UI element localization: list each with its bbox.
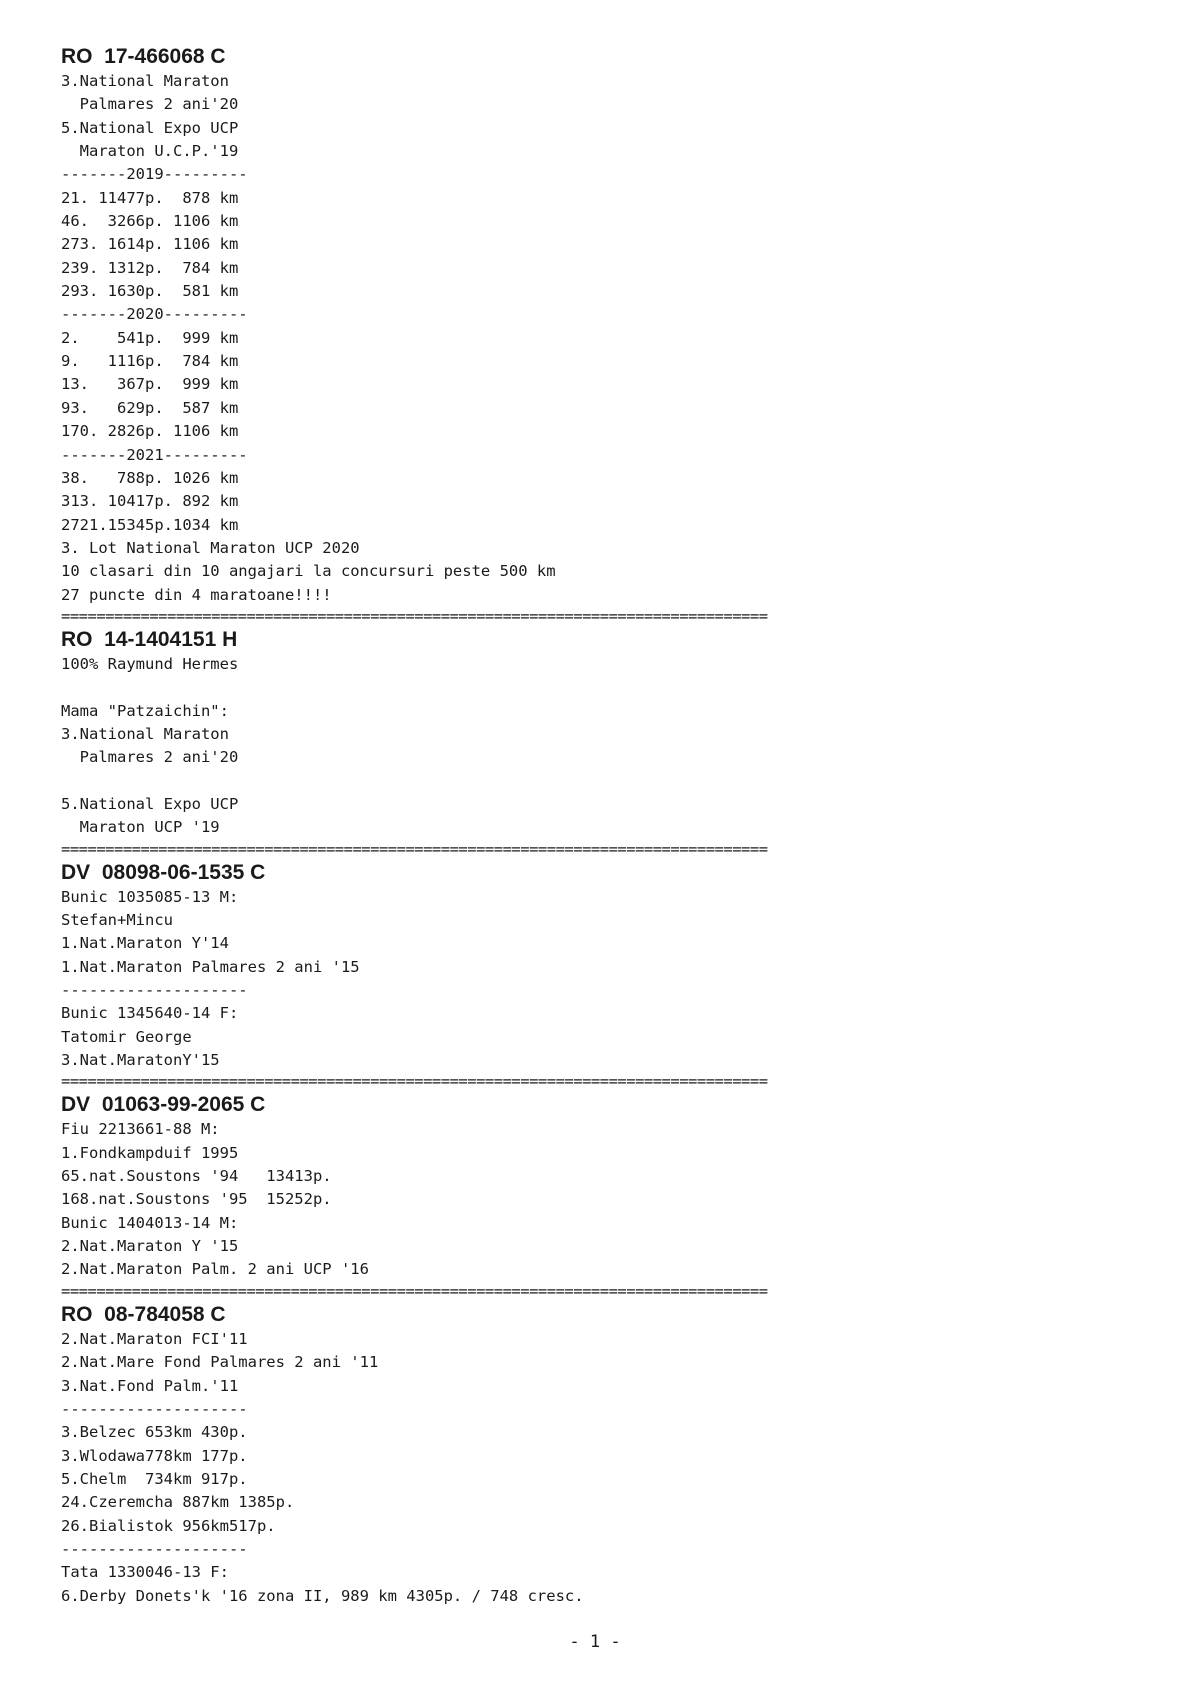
entry-text <box>61 1118 1141 1281</box>
entry-text <box>61 70 1141 607</box>
document-page <box>61 44 1141 1608</box>
text-line <box>61 770 1141 793</box>
text-line: Maraton U.C.P.'19 <box>61 142 239 161</box>
text-line: 100% Raymund Hermes <box>61 654 239 673</box>
text-line: 38. 788p. 1026 km <box>61 468 239 487</box>
text-line: Bunic 1345640-14 F: <box>61 1004 239 1023</box>
page-number: - 1 - <box>569 1632 621 1652</box>
text-line: -------------------- <box>61 981 248 1000</box>
text-line: Bunic 1404013-14 M: <box>61 1213 239 1232</box>
text-line: 46. 3266p. 1106 km <box>61 212 239 231</box>
text-line: 5.Chelm 734km 917p. <box>61 1469 248 1488</box>
text-line: 1.Fondkampduif 1995 <box>61 1143 239 1162</box>
text-line: Stefan+Mincu <box>61 911 173 929</box>
text-line: 3.Nat.Fond Palm.'11 <box>61 1376 239 1395</box>
text-line: 3. Lot National Maraton UCP 2020 <box>61 538 360 557</box>
text-line: 9. 1116p. 784 km <box>61 352 239 371</box>
text-line: 3.Belzec 653km 430p. <box>61 1423 248 1442</box>
section-separator: ================================================================================ <box>61 608 768 623</box>
pedigree-entry <box>61 627 1141 856</box>
pedigree-entry <box>61 1302 1141 1608</box>
text-line: 3.Nat.MaratonY'15 <box>61 1051 220 1070</box>
text-line: 21. 11477p. 878 km <box>61 188 239 207</box>
text-line: 273. 1614p. 1106 km <box>61 235 239 254</box>
text-line: 5.National Expo UCP <box>61 118 239 137</box>
text-line: 313. 10417p. 892 km <box>61 492 239 511</box>
text-line: Tatomir George <box>61 1027 192 1046</box>
text-line: 3.National Maraton <box>61 724 229 743</box>
ring-number-heading: DV 01063-99-2065 C <box>61 1093 266 1117</box>
text-line: 2.Nat.Maraton Y '15 <box>61 1237 239 1256</box>
text-line: 13. 367p. 999 km <box>61 375 239 394</box>
text-line: 2.Nat.Maraton Palm. 2 ani UCP '16 <box>61 1260 369 1279</box>
pedigree-entry <box>61 1092 1141 1297</box>
text-line: 293. 1630p. 581 km <box>61 282 239 301</box>
text-line: 6.Derby Donets'k '16 zona II, 989 km 4305p. / 748 cresc. <box>61 1586 584 1605</box>
pedigree-entry <box>61 860 1141 1089</box>
text-line: 2. 541p. 999 km <box>61 328 239 347</box>
text-line: -------------------- <box>61 1399 248 1418</box>
section-separator: ================================================================================ <box>61 1283 768 1298</box>
entry-text <box>61 653 1141 840</box>
ring-number-heading: RO 14-1404151 H <box>61 627 238 651</box>
text-line: 65.nat.Soustons '94 13413p. <box>61 1167 332 1186</box>
entry-text <box>61 1328 1141 1608</box>
entry-text <box>61 886 1141 1073</box>
section-separator: ================================================================================ <box>61 1074 768 1089</box>
text-line: 2.Nat.Maraton FCI'11 <box>61 1329 248 1348</box>
text-line: -------------------- <box>61 1539 248 1558</box>
text-line: -------2021--------- <box>61 445 248 464</box>
ring-number-heading: RO 17-466068 C <box>61 45 226 68</box>
text-line: 2721.15345p.1034 km <box>61 515 239 534</box>
pedigree-entry <box>61 44 1141 623</box>
text-line: 27 puncte din 4 maratoane!!!! <box>61 585 332 604</box>
text-line: 93. 629p. 587 km <box>61 398 239 417</box>
text-line: Fiu 2213661-88 M: <box>61 1120 220 1139</box>
text-line: 1.Nat.Maraton Palmares 2 ani '15 <box>61 957 360 976</box>
text-line: 3.National Maraton <box>61 72 229 90</box>
text-line: Bunic 1035085-13 M: <box>61 887 239 906</box>
text-line: Mama "Patzaichin": <box>61 701 229 720</box>
text-line: 3.Wlodawa778km 177p. <box>61 1446 248 1465</box>
text-line: 2.Nat.Mare Fond Palmares 2 ani '11 <box>61 1353 379 1372</box>
text-line: 239. 1312p. 784 km <box>61 258 239 277</box>
text-line: 24.Czeremcha 887km 1385p. <box>61 1493 295 1512</box>
text-line: -------2020--------- <box>61 305 248 324</box>
text-line: 170. 2826p. 1106 km <box>61 422 239 441</box>
section-separator: ================================================================================ <box>61 841 768 856</box>
text-line: Palmares 2 ani'20 <box>61 95 239 114</box>
text-line: -------2019--------- <box>61 165 248 184</box>
text-line: 1.Nat.Maraton Y'14 <box>61 934 229 953</box>
text-line: 26.Bialistok 956km517p. <box>61 1516 276 1535</box>
text-line: 10 clasari din 10 angajari la concursuri peste 500 km <box>61 562 556 581</box>
ring-number-heading: DV 08098-06-1535 C <box>61 860 266 884</box>
text-line: 5.National Expo UCP <box>61 794 239 813</box>
text-line: Tata 1330046-13 F: <box>61 1563 229 1582</box>
text-line: 168.nat.Soustons '95 15252p. <box>61 1190 332 1209</box>
text-line: Maraton UCP '19 <box>61 818 220 837</box>
text-line: Palmares 2 ani'20 <box>61 748 239 767</box>
text-line <box>61 676 1141 699</box>
ring-number-heading: RO 08-784058 C <box>61 1302 226 1326</box>
